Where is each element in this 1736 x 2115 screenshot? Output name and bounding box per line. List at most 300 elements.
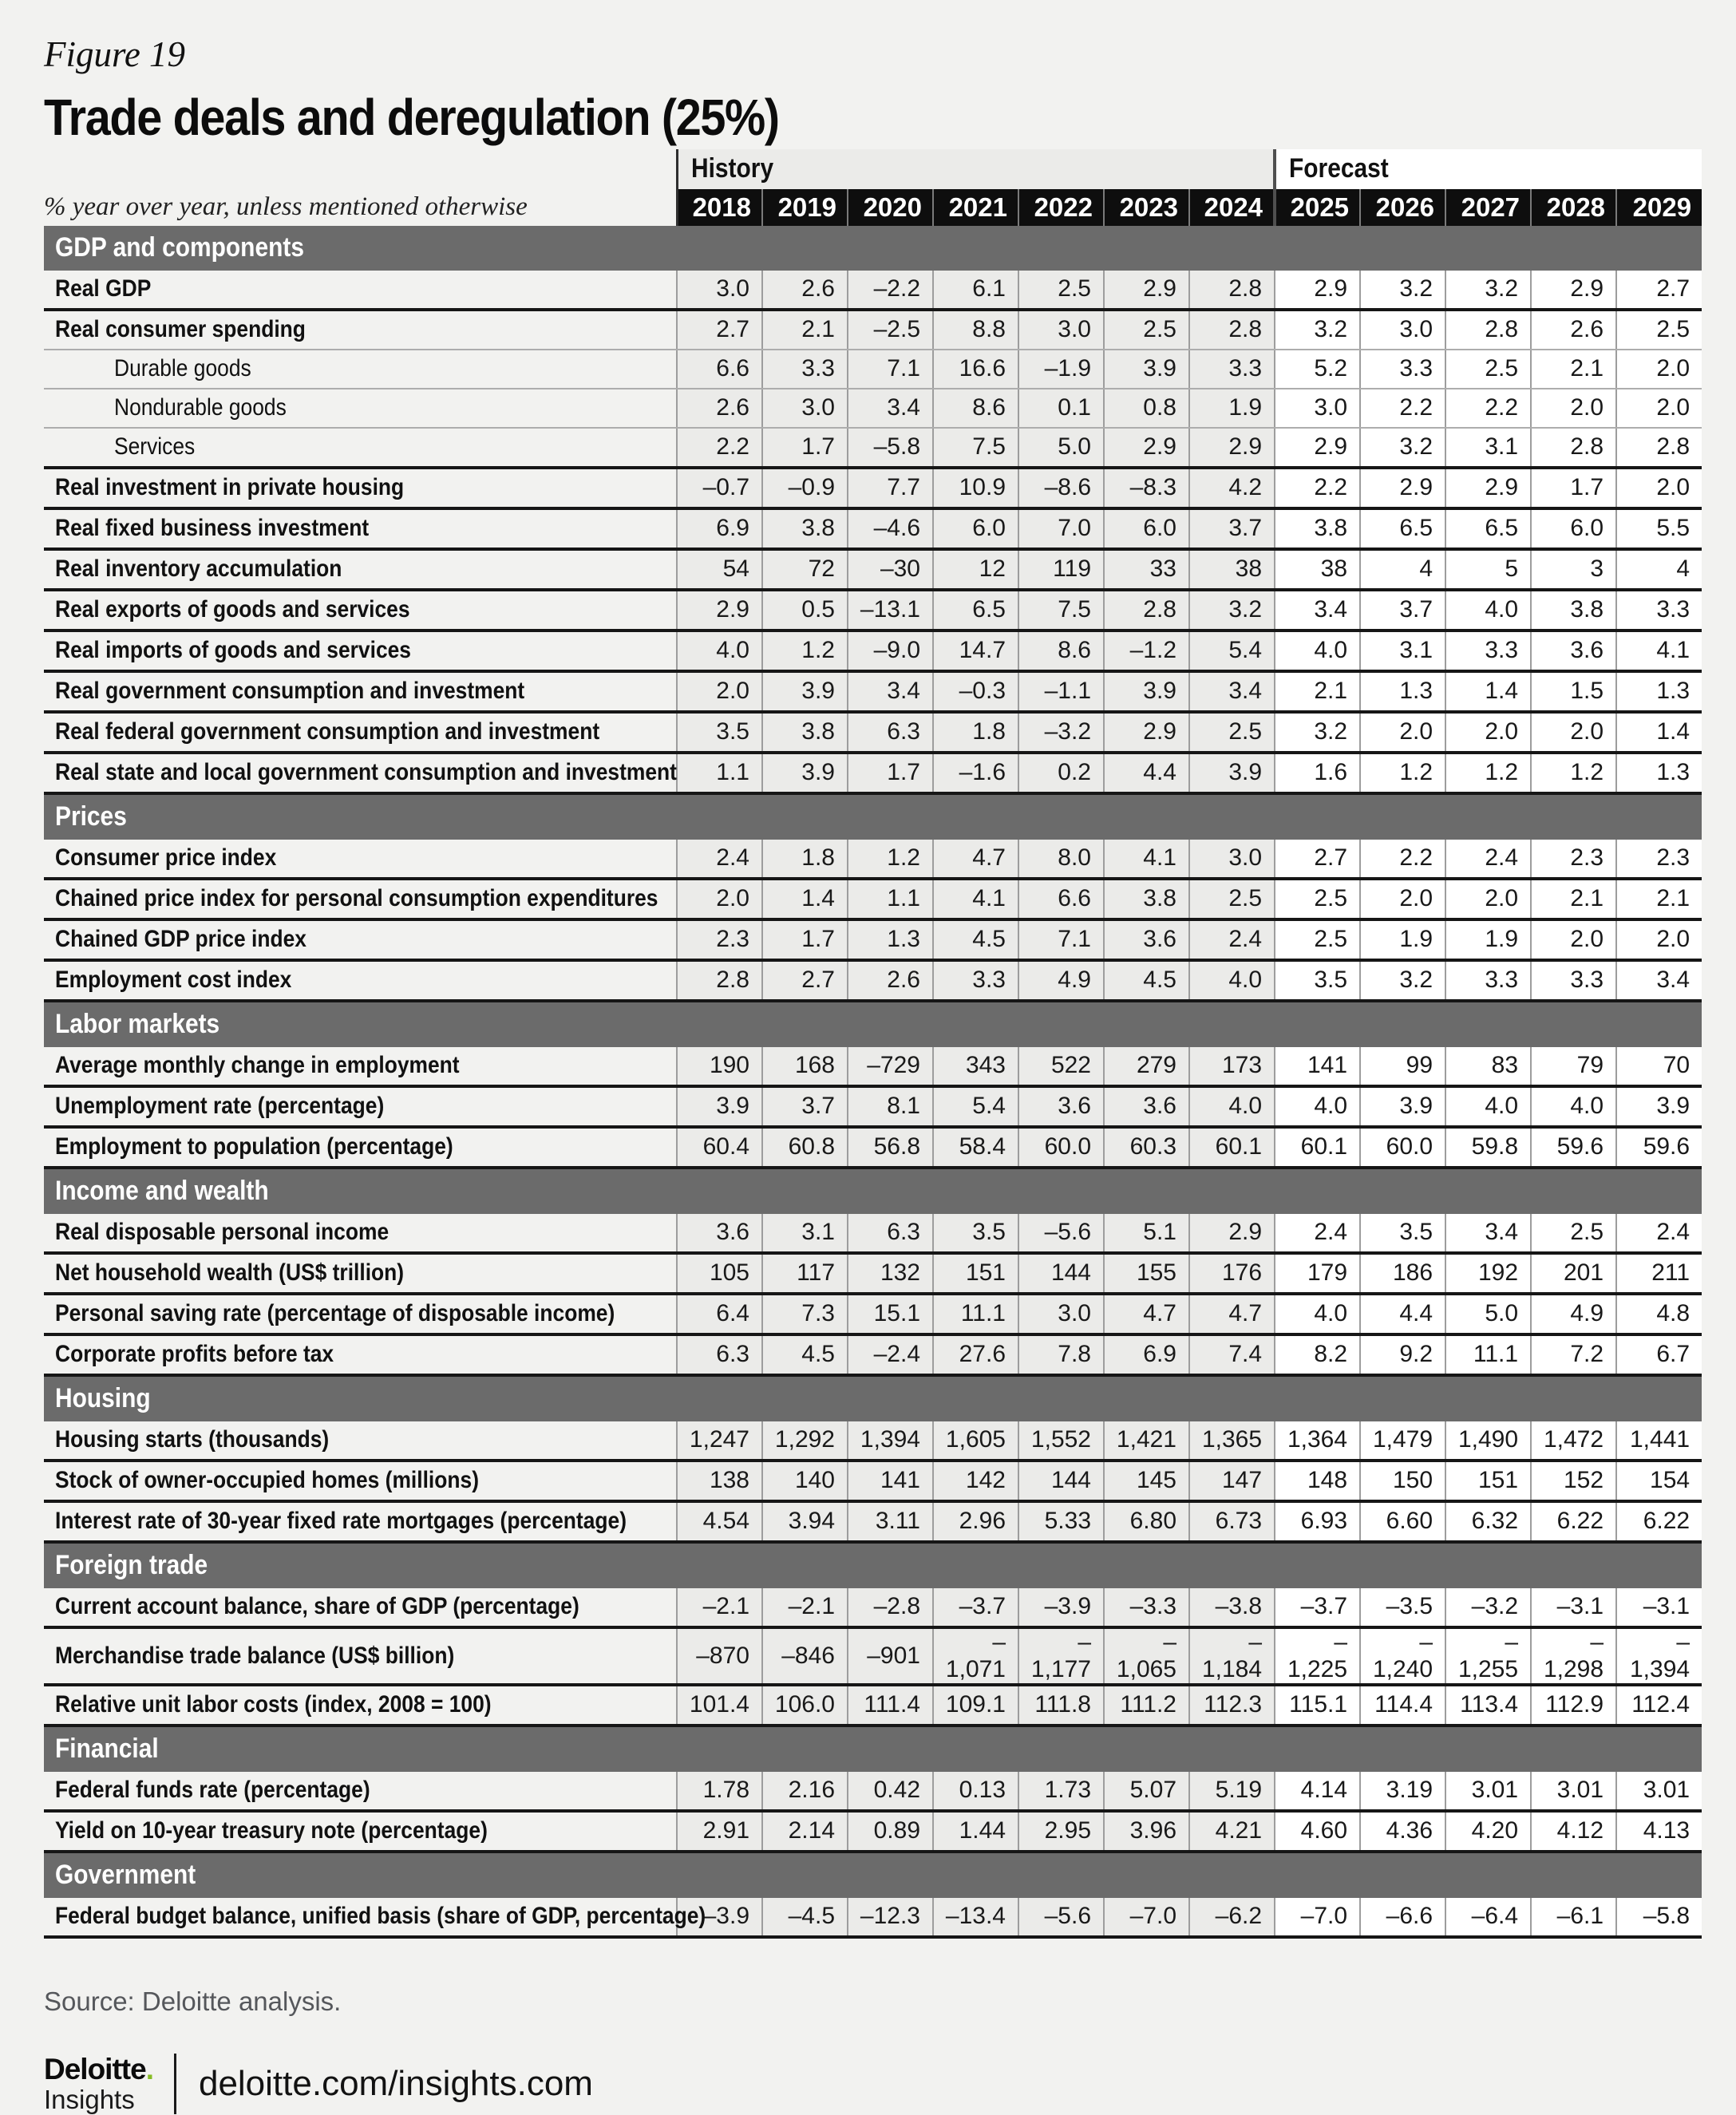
value-cell-history: 2.3 xyxy=(677,919,762,960)
table-row xyxy=(44,310,1702,350)
value-cell-forecast: –1,255 xyxy=(1445,1627,1531,1685)
value-cell-forecast: 4.1 xyxy=(1616,631,1702,671)
value-cell-history: 7.5 xyxy=(1018,590,1104,631)
value-cell-history: 3.8 xyxy=(1104,879,1189,919)
value-cell-forecast: 2.4 xyxy=(1445,840,1531,879)
value-cell-history: 176 xyxy=(1189,1253,1275,1294)
value-cell-history: 1.1 xyxy=(848,879,933,919)
section-title-text: Income and wealth xyxy=(55,1176,269,1207)
table-row xyxy=(44,753,1702,793)
value-cell-forecast: 4 xyxy=(1616,549,1702,590)
value-cell-history: 8.0 xyxy=(1018,840,1104,879)
row-label-text: Real consumer spending xyxy=(55,316,306,343)
value-cell-forecast: 2.6 xyxy=(1531,310,1616,350)
value-cell-forecast: 1,441 xyxy=(1616,1421,1702,1461)
value-cell-forecast: 3.3 xyxy=(1445,631,1531,671)
value-cell-history: –3.7 xyxy=(933,1588,1018,1627)
value-cell-history: 3.2 xyxy=(1189,590,1275,631)
value-cell-history: 3.0 xyxy=(677,271,762,310)
value-cell-history: 105 xyxy=(677,1253,762,1294)
value-cell-history: –2.8 xyxy=(848,1588,933,1627)
value-cell-history: 7.1 xyxy=(848,350,933,389)
value-cell-forecast: 3.4 xyxy=(1616,960,1702,1001)
value-cell-history: 0.5 xyxy=(762,590,848,631)
value-cell-forecast: 4.4 xyxy=(1360,1294,1445,1334)
value-cell-forecast: 1,472 xyxy=(1531,1421,1616,1461)
value-cell-history: 4.0 xyxy=(677,631,762,671)
figure-label: Figure 19 xyxy=(44,34,186,74)
history-forecast-row xyxy=(44,149,1702,189)
value-cell-history: 4.4 xyxy=(1104,753,1189,793)
value-cell-forecast: –6.1 xyxy=(1531,1898,1616,1937)
value-cell-history: 4.1 xyxy=(933,879,1018,919)
value-cell-history: 2.8 xyxy=(1189,310,1275,350)
row-label xyxy=(44,389,677,428)
value-cell-history: –8.6 xyxy=(1018,468,1104,508)
value-cell-history: –2.2 xyxy=(848,271,933,310)
value-cell-forecast: 4 xyxy=(1360,549,1445,590)
value-cell-forecast: 4.0 xyxy=(1275,631,1360,671)
row-label xyxy=(44,350,677,389)
value-cell-forecast: 2.0 xyxy=(1531,389,1616,428)
value-cell-forecast: 3.4 xyxy=(1445,1214,1531,1253)
row-label-text: Interest rate of 30-year fixed rate mortgages (percentage) xyxy=(55,1508,627,1535)
source-note: Source: Deloitte analysis. xyxy=(44,1986,342,2016)
section-header-row xyxy=(44,226,1702,271)
value-cell-forecast: 7.2 xyxy=(1531,1334,1616,1375)
value-cell-history: 5.0 xyxy=(1018,428,1104,468)
value-cell-forecast: 3 xyxy=(1531,549,1616,590)
value-cell-history: –1,071 xyxy=(933,1627,1018,1685)
value-cell-forecast: 5.0 xyxy=(1445,1294,1531,1334)
value-cell-history: 2.2 xyxy=(677,428,762,468)
value-cell-forecast: 2.0 xyxy=(1616,919,1702,960)
value-cell-forecast: 1.3 xyxy=(1616,671,1702,712)
table-row xyxy=(44,1047,1702,1086)
value-cell-history: 3.0 xyxy=(1018,310,1104,350)
value-cell-history: 106.0 xyxy=(762,1685,848,1726)
value-cell-history: 2.5 xyxy=(1189,879,1275,919)
value-cell-history: 3.4 xyxy=(848,671,933,712)
table-row xyxy=(44,1627,1702,1685)
value-cell-history: 60.3 xyxy=(1104,1127,1189,1168)
value-cell-history: 1.9 xyxy=(1189,389,1275,428)
row-label-text: Stock of owner-occupied homes (millions) xyxy=(55,1467,479,1494)
row-label xyxy=(44,631,677,671)
table-row xyxy=(44,1811,1702,1852)
value-cell-forecast: 3.3 xyxy=(1445,960,1531,1001)
logo-wordmark xyxy=(44,2054,153,2084)
value-cell-history: 7.1 xyxy=(1018,919,1104,960)
value-cell-forecast: 141 xyxy=(1275,1047,1360,1086)
value-cell-forecast: 3.2 xyxy=(1360,428,1445,468)
row-label xyxy=(44,468,677,508)
value-cell-history: 2.9 xyxy=(1189,428,1275,468)
row-label-text: Average monthly change in employment xyxy=(55,1052,460,1079)
value-cell-forecast: 4.9 xyxy=(1531,1294,1616,1334)
row-label-text: Current account balance, share of GDP (percentage) xyxy=(55,1593,579,1620)
value-cell-forecast: 2.8 xyxy=(1531,428,1616,468)
value-cell-history: 173 xyxy=(1189,1047,1275,1086)
value-cell-history: 12 xyxy=(933,549,1018,590)
value-cell-forecast: 201 xyxy=(1531,1253,1616,1294)
value-cell-forecast: 4.0 xyxy=(1275,1294,1360,1334)
value-cell-forecast: 1.9 xyxy=(1445,919,1531,960)
value-cell-history: 1,421 xyxy=(1104,1421,1189,1461)
value-cell-history: 1,365 xyxy=(1189,1421,1275,1461)
value-cell-history: 3.4 xyxy=(848,389,933,428)
value-cell-history: 3.9 xyxy=(762,753,848,793)
value-cell-history: 7.0 xyxy=(1018,508,1104,549)
value-cell-history: –4.5 xyxy=(762,1898,848,1937)
value-cell-forecast: 5 xyxy=(1445,549,1531,590)
value-cell-history: 2.5 xyxy=(1189,712,1275,753)
value-cell-history: 6.80 xyxy=(1104,1501,1189,1542)
value-cell-forecast: 5.5 xyxy=(1616,508,1702,549)
value-cell-forecast: 6.7 xyxy=(1616,1334,1702,1375)
value-cell-history: 2.4 xyxy=(677,840,762,879)
value-cell-history: –13.1 xyxy=(848,590,933,631)
value-cell-history: 3.0 xyxy=(1189,840,1275,879)
value-cell-forecast: –1,394 xyxy=(1616,1627,1702,1685)
value-cell-forecast: 60.0 xyxy=(1360,1127,1445,1168)
value-cell-forecast: 2.8 xyxy=(1445,310,1531,350)
row-label-text: Services xyxy=(114,433,196,461)
value-cell-forecast: 6.5 xyxy=(1360,508,1445,549)
value-cell-history: –1.1 xyxy=(1018,671,1104,712)
row-label xyxy=(44,508,677,549)
value-cell-forecast: 2.4 xyxy=(1616,1214,1702,1253)
row-label xyxy=(44,1047,677,1086)
value-cell-forecast: 2.3 xyxy=(1531,840,1616,879)
value-cell-history: –1.6 xyxy=(933,753,1018,793)
row-label-text: Real disposable personal income xyxy=(55,1219,390,1246)
value-cell-history: 109.1 xyxy=(933,1685,1018,1726)
value-cell-forecast: 4.0 xyxy=(1531,1086,1616,1127)
table-row xyxy=(44,671,1702,712)
logo-green-dot: . xyxy=(145,2053,153,2086)
value-cell-history: 4.7 xyxy=(1104,1294,1189,1334)
value-cell-forecast: 192 xyxy=(1445,1253,1531,1294)
value-cell-history: 190 xyxy=(677,1047,762,1086)
value-cell-history: 3.11 xyxy=(848,1501,933,1542)
value-cell-forecast: –7.0 xyxy=(1275,1898,1360,1937)
value-cell-history: 3.0 xyxy=(1018,1294,1104,1334)
page-title-text: Trade deals and deregulation (25%) xyxy=(44,88,779,146)
value-cell-history: 2.16 xyxy=(762,1772,848,1811)
value-cell-forecast: 83 xyxy=(1445,1047,1531,1086)
table-row xyxy=(44,840,1702,879)
table-row xyxy=(44,919,1702,960)
table-row xyxy=(44,1086,1702,1127)
value-cell-history: 144 xyxy=(1018,1461,1104,1501)
row-label xyxy=(44,712,677,753)
value-cell-forecast: –3.1 xyxy=(1531,1588,1616,1627)
value-cell-history: 6.3 xyxy=(848,1214,933,1253)
value-cell-forecast: 3.7 xyxy=(1360,590,1445,631)
value-cell-history: 3.7 xyxy=(1189,508,1275,549)
value-cell-history: 3.8 xyxy=(762,508,848,549)
value-cell-history: 2.1 xyxy=(762,310,848,350)
value-cell-forecast: 2.7 xyxy=(1616,271,1702,310)
table-row xyxy=(44,590,1702,631)
section-header-row xyxy=(44,1852,1702,1898)
value-cell-forecast: 2.3 xyxy=(1616,840,1702,879)
value-cell-history: 2.9 xyxy=(1104,271,1189,310)
year-header-forecast: 2027 xyxy=(1445,189,1531,226)
value-cell-forecast: 4.20 xyxy=(1445,1811,1531,1852)
value-cell-forecast: 113.4 xyxy=(1445,1685,1531,1726)
row-label-text: Yield on 10-year treasury note (percentage) xyxy=(55,1817,488,1844)
row-label xyxy=(44,1772,677,1811)
value-cell-history: –901 xyxy=(848,1627,933,1685)
row-label xyxy=(44,1501,677,1542)
row-label xyxy=(44,960,677,1001)
value-cell-forecast: 1,479 xyxy=(1360,1421,1445,1461)
page-title xyxy=(44,88,1736,146)
table-row xyxy=(44,1253,1702,1294)
value-cell-history: 5.4 xyxy=(933,1086,1018,1127)
table-row xyxy=(44,1127,1702,1168)
row-label xyxy=(44,271,677,310)
value-cell-history: 6.0 xyxy=(1104,508,1189,549)
value-cell-history: 1.2 xyxy=(762,631,848,671)
value-cell-history: –9.0 xyxy=(848,631,933,671)
row-label xyxy=(44,428,677,468)
value-cell-history: 3.9 xyxy=(1104,671,1189,712)
row-label xyxy=(44,671,677,712)
value-cell-history: 58.4 xyxy=(933,1127,1018,1168)
row-label xyxy=(44,840,677,879)
value-cell-forecast: 2.0 xyxy=(1531,712,1616,753)
value-cell-history: 138 xyxy=(677,1461,762,1501)
value-cell-forecast: 2.5 xyxy=(1445,350,1531,389)
value-cell-forecast: 3.19 xyxy=(1360,1772,1445,1811)
value-cell-history: 2.0 xyxy=(677,879,762,919)
value-cell-history: 151 xyxy=(933,1253,1018,1294)
value-cell-history: 6.73 xyxy=(1189,1501,1275,1542)
value-cell-history: 2.5 xyxy=(1104,310,1189,350)
value-cell-history: –2.1 xyxy=(677,1588,762,1627)
value-cell-forecast: 2.0 xyxy=(1616,468,1702,508)
value-cell-forecast: –1,240 xyxy=(1360,1627,1445,1685)
value-cell-forecast: 4.0 xyxy=(1275,1086,1360,1127)
value-cell-forecast: 2.0 xyxy=(1360,879,1445,919)
value-cell-history: 4.5 xyxy=(1104,960,1189,1001)
row-label-text: Relative unit labor costs (index, 2008 = 100) xyxy=(55,1691,492,1718)
section-header-row xyxy=(44,1375,1702,1421)
value-cell-forecast: 2.5 xyxy=(1275,879,1360,919)
row-label-text: Durable goods xyxy=(114,355,251,382)
section-header-row xyxy=(44,1542,1702,1588)
value-cell-history: 2.7 xyxy=(677,310,762,350)
history-group-header xyxy=(677,149,1275,189)
value-cell-forecast: 179 xyxy=(1275,1253,1360,1294)
value-cell-history: 4.7 xyxy=(933,840,1018,879)
value-cell-history: 6.3 xyxy=(677,1334,762,1375)
value-cell-forecast: 2.2 xyxy=(1360,840,1445,879)
value-cell-forecast: 8.2 xyxy=(1275,1334,1360,1375)
value-cell-history: 142 xyxy=(933,1461,1018,1501)
value-cell-forecast: 5.2 xyxy=(1275,350,1360,389)
value-cell-forecast: 2.2 xyxy=(1445,389,1531,428)
value-cell-history: 6.1 xyxy=(933,271,1018,310)
value-cell-forecast: 1,364 xyxy=(1275,1421,1360,1461)
year-header-history: 2021 xyxy=(933,189,1018,226)
value-cell-history: 0.1 xyxy=(1018,389,1104,428)
value-cell-history: 111.4 xyxy=(848,1685,933,1726)
value-cell-history: 4.5 xyxy=(933,919,1018,960)
value-cell-history: 0.42 xyxy=(848,1772,933,1811)
row-label-text: Federal budget balance, unified basis (share of GDP, percentage) xyxy=(55,1903,706,1930)
section-title-text: Housing xyxy=(55,1383,151,1414)
value-cell-forecast: 3.3 xyxy=(1616,590,1702,631)
value-cell-history: 145 xyxy=(1104,1461,1189,1501)
value-cell-history: 56.8 xyxy=(848,1127,933,1168)
value-cell-forecast: 2.0 xyxy=(1445,712,1531,753)
value-cell-forecast: 2.2 xyxy=(1360,389,1445,428)
value-cell-history: 4.0 xyxy=(1189,1086,1275,1127)
value-cell-history: 2.4 xyxy=(1189,919,1275,960)
value-cell-forecast: –6.4 xyxy=(1445,1898,1531,1937)
table-row xyxy=(44,1421,1702,1461)
value-cell-forecast: 2.9 xyxy=(1531,271,1616,310)
value-cell-forecast: 1.4 xyxy=(1445,671,1531,712)
header-corner-cell xyxy=(44,149,677,189)
section-title xyxy=(44,1852,1702,1898)
row-label xyxy=(44,1588,677,1627)
value-cell-history: –6.2 xyxy=(1189,1898,1275,1937)
value-cell-history: –3.3 xyxy=(1104,1588,1189,1627)
value-cell-history: 8.1 xyxy=(848,1086,933,1127)
value-cell-forecast: 2.1 xyxy=(1616,879,1702,919)
value-cell-history: 2.0 xyxy=(677,671,762,712)
row-label-text: Nondurable goods xyxy=(114,394,287,421)
section-title xyxy=(44,1001,1702,1047)
value-cell-forecast: 115.1 xyxy=(1275,1685,1360,1726)
table-row xyxy=(44,879,1702,919)
value-cell-history: 1.2 xyxy=(848,840,933,879)
value-cell-history: 14.7 xyxy=(933,631,1018,671)
value-cell-forecast: 3.1 xyxy=(1360,631,1445,671)
value-cell-history: 16.6 xyxy=(933,350,1018,389)
value-cell-forecast: 99 xyxy=(1360,1047,1445,1086)
value-cell-history: 7.3 xyxy=(762,1294,848,1334)
value-cell-history: 0.13 xyxy=(933,1772,1018,1811)
value-cell-history: 2.7 xyxy=(762,960,848,1001)
value-cell-history: 6.6 xyxy=(1018,879,1104,919)
value-cell-forecast: 4.36 xyxy=(1360,1811,1445,1852)
value-cell-history: 1.7 xyxy=(848,753,933,793)
table-row xyxy=(44,468,1702,508)
row-label xyxy=(44,919,677,960)
row-label-text: Unemployment rate (percentage) xyxy=(55,1093,385,1120)
value-cell-history: 1.7 xyxy=(762,919,848,960)
value-cell-forecast: 3.1 xyxy=(1445,428,1531,468)
value-cell-history: 2.8 xyxy=(1189,271,1275,310)
table-row xyxy=(44,1685,1702,1726)
value-cell-history: 1.4 xyxy=(762,879,848,919)
row-label xyxy=(44,1294,677,1334)
value-cell-history: 3.8 xyxy=(762,712,848,753)
value-cell-history: 8.6 xyxy=(1018,631,1104,671)
value-cell-forecast: 3.9 xyxy=(1616,1086,1702,1127)
value-cell-forecast: 3.3 xyxy=(1360,350,1445,389)
table-row xyxy=(44,428,1702,468)
value-cell-history: 1.73 xyxy=(1018,1772,1104,1811)
value-cell-forecast: 3.01 xyxy=(1616,1772,1702,1811)
value-cell-history: 8.6 xyxy=(933,389,1018,428)
value-cell-history: –1.2 xyxy=(1104,631,1189,671)
value-cell-history: 1,247 xyxy=(677,1421,762,1461)
row-label xyxy=(44,1127,677,1168)
value-cell-history: 15.1 xyxy=(848,1294,933,1334)
value-cell-history: 0.2 xyxy=(1018,753,1104,793)
value-cell-history: 5.33 xyxy=(1018,1501,1104,1542)
value-cell-forecast: 2.0 xyxy=(1616,350,1702,389)
year-header-forecast: 2028 xyxy=(1531,189,1616,226)
value-cell-history: 1,552 xyxy=(1018,1421,1104,1461)
value-cell-history: 1.1 xyxy=(677,753,762,793)
value-cell-forecast: 4.12 xyxy=(1531,1811,1616,1852)
value-cell-forecast: 1,490 xyxy=(1445,1421,1531,1461)
value-cell-history: 2.8 xyxy=(677,960,762,1001)
value-cell-history: –5.6 xyxy=(1018,1214,1104,1253)
row-label-text: Real inventory accumulation xyxy=(55,555,342,583)
value-cell-history: 3.3 xyxy=(762,350,848,389)
value-cell-forecast: 1.2 xyxy=(1531,753,1616,793)
value-cell-history: 7.5 xyxy=(933,428,1018,468)
value-cell-forecast: 2.0 xyxy=(1445,879,1531,919)
value-cell-history: 1,605 xyxy=(933,1421,1018,1461)
value-cell-history: 10.9 xyxy=(933,468,1018,508)
section-header-row xyxy=(44,1726,1702,1772)
value-cell-history: 522 xyxy=(1018,1047,1104,1086)
value-cell-forecast: 1.3 xyxy=(1616,753,1702,793)
value-cell-history: 11.1 xyxy=(933,1294,1018,1334)
value-cell-forecast: 9.2 xyxy=(1360,1334,1445,1375)
row-label-text: Employment to population (percentage) xyxy=(55,1133,453,1160)
value-cell-history: 4.7 xyxy=(1189,1294,1275,1334)
value-cell-history: 2.8 xyxy=(1104,590,1189,631)
row-label-text: Real fixed business investment xyxy=(55,515,370,542)
value-cell-history: 0.8 xyxy=(1104,389,1189,428)
value-cell-forecast: 3.9 xyxy=(1360,1086,1445,1127)
value-cell-history: –2.5 xyxy=(848,310,933,350)
value-cell-forecast: 3.2 xyxy=(1275,712,1360,753)
table-row xyxy=(44,389,1702,428)
row-label xyxy=(44,753,677,793)
value-cell-forecast: 152 xyxy=(1531,1461,1616,1501)
value-cell-history: 6.5 xyxy=(933,590,1018,631)
value-cell-forecast: 114.4 xyxy=(1360,1685,1445,1726)
value-cell-history: –30 xyxy=(848,549,933,590)
value-cell-forecast: 112.4 xyxy=(1616,1685,1702,1726)
value-cell-forecast: 1.2 xyxy=(1445,753,1531,793)
row-label-text: Merchandise trade balance (US$ billion) xyxy=(55,1642,455,1669)
value-cell-forecast: 1.9 xyxy=(1360,919,1445,960)
value-cell-forecast: 4.13 xyxy=(1616,1811,1702,1852)
year-header-history: 2024 xyxy=(1189,189,1275,226)
value-cell-forecast: 3.01 xyxy=(1531,1772,1616,1811)
value-cell-history: 2.9 xyxy=(1189,1214,1275,1253)
value-cell-history: –3.9 xyxy=(677,1898,762,1937)
value-cell-history: 4.5 xyxy=(762,1334,848,1375)
value-cell-history: 72 xyxy=(762,549,848,590)
value-cell-history: –3.9 xyxy=(1018,1588,1104,1627)
section-title-text: Prices xyxy=(55,801,127,832)
value-cell-history: –12.3 xyxy=(848,1898,933,1937)
